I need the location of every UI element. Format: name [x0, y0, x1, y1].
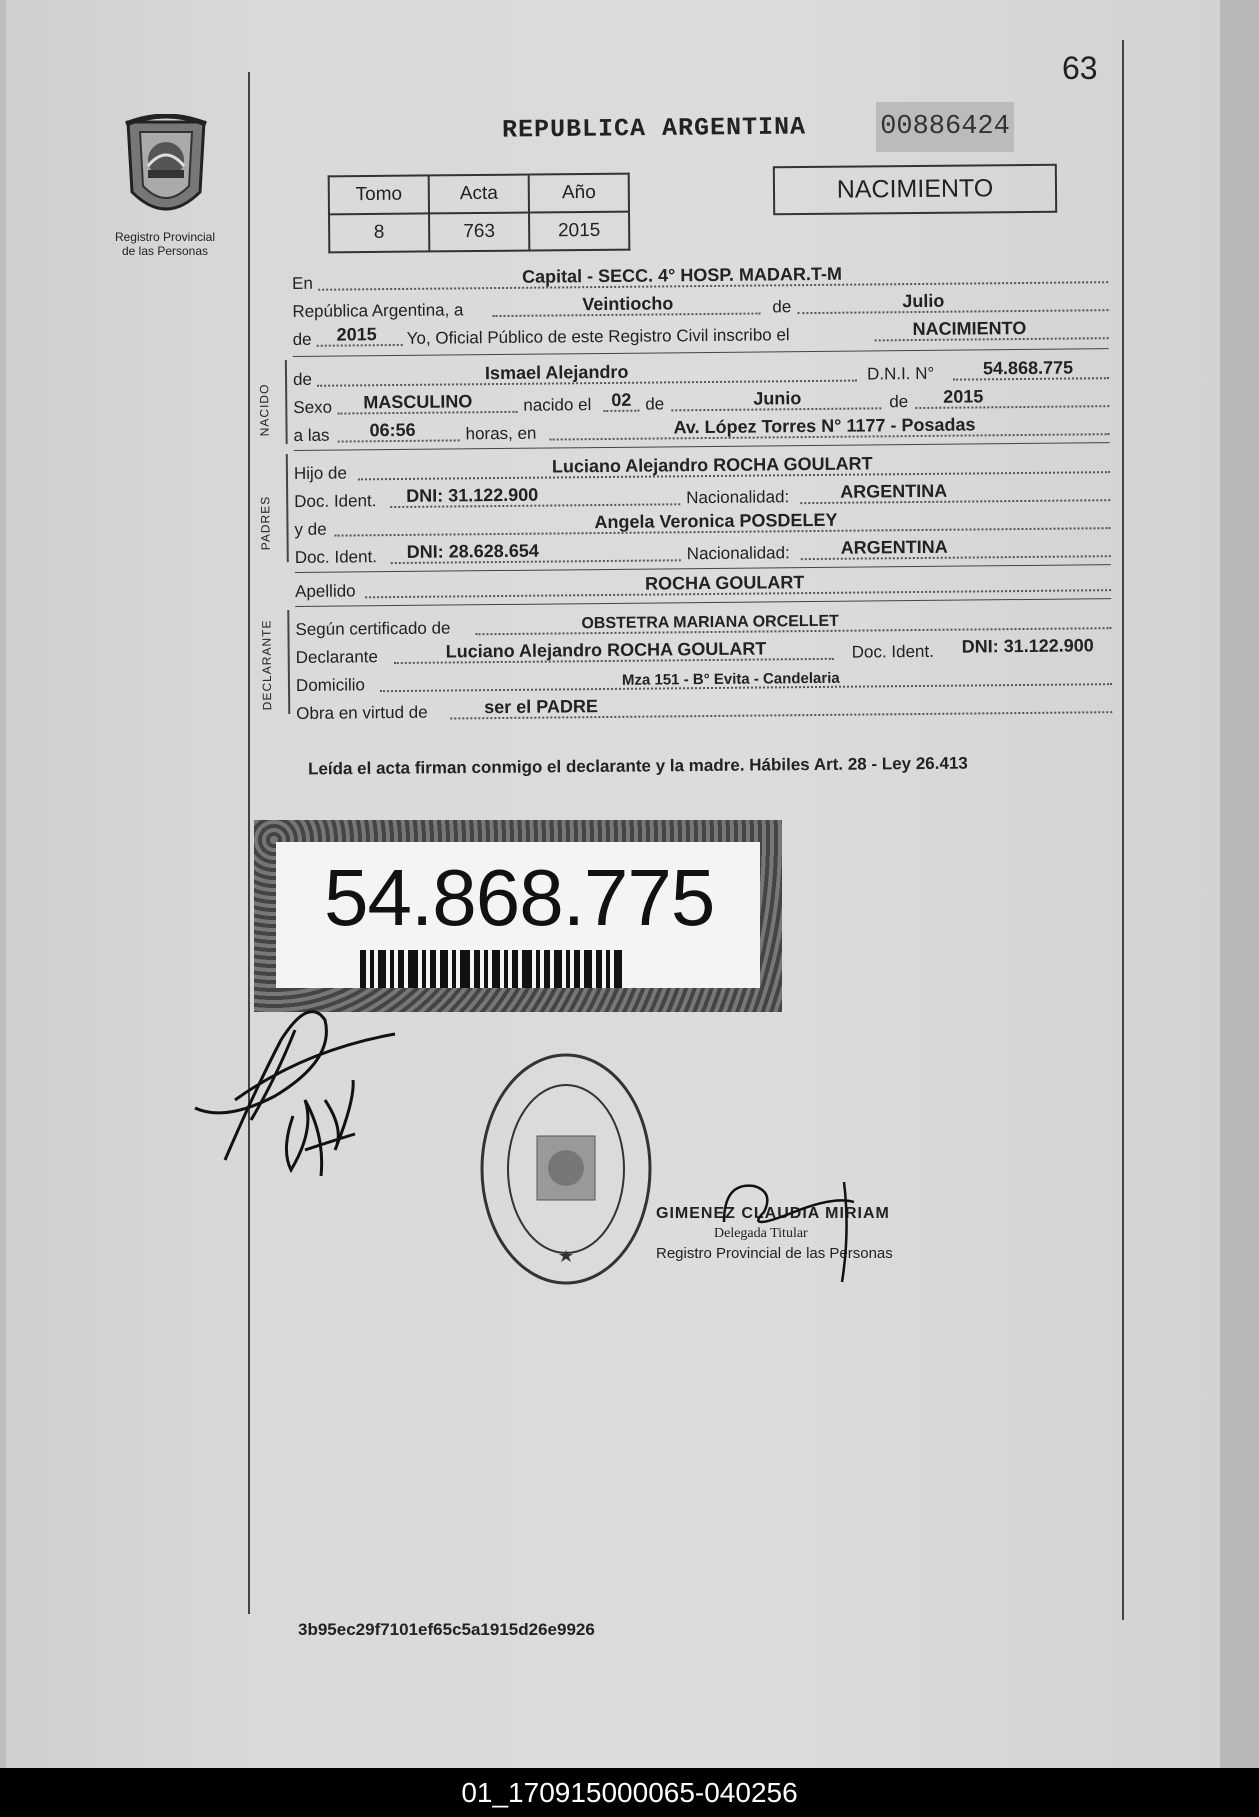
delegate-signature	[704, 1172, 874, 1292]
table-value-acta: 763	[429, 213, 529, 252]
dni-sticker	[254, 820, 782, 1012]
section-label-nacido: NACIDO	[257, 383, 272, 437]
document-type-box: NACIMIENTO	[773, 164, 1057, 215]
label-mother-nationality: Nacionalidad:	[686, 543, 790, 564]
label-declarant-doc: Doc. Ident.	[851, 641, 935, 662]
value-declarant-name: Luciano Alejandro ROCHA GOULART	[445, 638, 767, 662]
label-domicilio: Domicilio	[295, 675, 366, 695]
serial-number: 00886424	[876, 102, 1014, 152]
delegate-role: Delegada Titular	[714, 1226, 808, 1241]
delegate-org: Registro Provincial de las Personas	[656, 1245, 893, 1262]
label-y-de: y de	[294, 519, 327, 539]
document-title: REPUBLICA ARGENTINA	[501, 112, 807, 145]
registry-table	[328, 173, 631, 254]
value-child-dni: 54.868.775	[982, 357, 1074, 379]
value-mother-doc: DNI: 28.628.654	[406, 540, 539, 562]
value-place: Capital - SECC. 4° HOSP. MADAR.T-M	[521, 263, 843, 287]
label-declarante: Declarante	[295, 647, 379, 667]
value-mother-nationality: ARGENTINA	[840, 536, 948, 558]
value-sex: MASCULINO	[363, 391, 473, 413]
label-de: de	[772, 297, 792, 317]
label-year-de: de	[292, 329, 312, 349]
value-birth-time: 06:56	[369, 419, 416, 441]
value-birth-month: Junio	[753, 388, 802, 409]
value-certifier: OBSTETRA MARIANA ORCELLET	[581, 612, 839, 633]
value-mother-name: Angela Veronica POSDELEY	[594, 509, 838, 533]
value-birth-place: Av. López Torres N° 1177 - Posadas	[673, 414, 976, 438]
closing-statement: Leída el acta firman conmigo el declarante y la madre. Hábiles Art. 28 - Ley 26.413	[307, 753, 968, 779]
officer-text: Yo, Oficial Público de este Registro Civil inscribo el	[406, 325, 790, 348]
label-dni: D.N.I. N°	[866, 363, 935, 384]
label-child-de: de	[292, 369, 313, 389]
value-day-words: Veintiocho	[582, 293, 674, 315]
right-margin-line	[1122, 40, 1124, 1620]
logo-caption	[100, 230, 230, 258]
section-label-padres: PADRES	[258, 495, 273, 551]
table-header-acta: Acta	[429, 175, 529, 214]
label-father-doc: Doc. Ident.	[294, 491, 377, 511]
value-capacity: ser el PADRE	[484, 696, 599, 718]
table-value-ano: 2015	[529, 212, 629, 251]
dni-sticker-label	[276, 842, 760, 988]
document-hash: 3b95ec29f7101ef65c5a1915d26e9926	[298, 1620, 595, 1639]
value-father-name: Luciano Alejandro ROCHA GOULART	[551, 453, 873, 477]
value-registered-as: NACIMIENTO	[912, 317, 1027, 340]
value-father-nationality: ARGENTINA	[840, 480, 948, 502]
value-surname: ROCHA GOULART	[644, 572, 805, 594]
value-year: 2015	[336, 324, 377, 345]
label-hijo-de: Hijo de	[293, 463, 347, 483]
page-number: 63	[1062, 50, 1098, 86]
value-address: Mza 151 - B° Evita - Candelaria	[621, 669, 840, 689]
logo-caption-line1: Registro Provincial	[114, 230, 216, 244]
value-father-doc: DNI: 31.122.900	[406, 484, 539, 506]
left-margin-line	[248, 72, 250, 1614]
value-month: Julio	[902, 290, 945, 312]
scan-footer-id: 01_170915000065-040256	[0, 1768, 1259, 1817]
label-en: En	[292, 273, 314, 293]
label-a-las: a las	[293, 425, 330, 445]
value-child-name: Ismael Alejandro	[484, 361, 629, 384]
barcode	[360, 950, 676, 988]
value-declarant-doc: DNI: 31.122.900	[961, 635, 1094, 657]
label-mother-doc: Doc. Ident.	[294, 547, 378, 567]
section-label-declarante: DECLARANTE	[259, 619, 275, 711]
value-birth-day: 02	[611, 389, 632, 410]
dni-sticker-number: 54.868.775	[324, 853, 715, 942]
label-republica: República Argentina, a	[292, 300, 464, 321]
province-seal-logo	[118, 114, 214, 228]
label-horas-en: horas, en	[465, 423, 537, 444]
logo-caption-line2: de las Personas	[121, 244, 209, 258]
table-value-tomo: 8	[329, 213, 429, 252]
official-stamp	[477, 1050, 655, 1288]
delegate-name: GIMENEZ CLAUDIA MIRIAM	[656, 1205, 890, 1222]
label-sexo: Sexo	[293, 397, 333, 417]
label-nacido-el: nacido el	[523, 395, 592, 415]
label-apellido: Apellido	[294, 581, 356, 601]
table-header-tomo: Tomo	[329, 175, 429, 214]
value-birth-year: 2015	[943, 386, 984, 407]
label-birth-de1: de	[645, 394, 665, 414]
table-header-ano: Año	[529, 174, 629, 213]
label-birth-de2: de	[889, 392, 909, 412]
page-edge	[1220, 0, 1259, 1768]
label-father-nationality: Nacionalidad:	[686, 487, 790, 508]
label-obra: Obra en virtud de	[296, 702, 428, 723]
label-certificado: Según certificado de	[295, 618, 451, 639]
